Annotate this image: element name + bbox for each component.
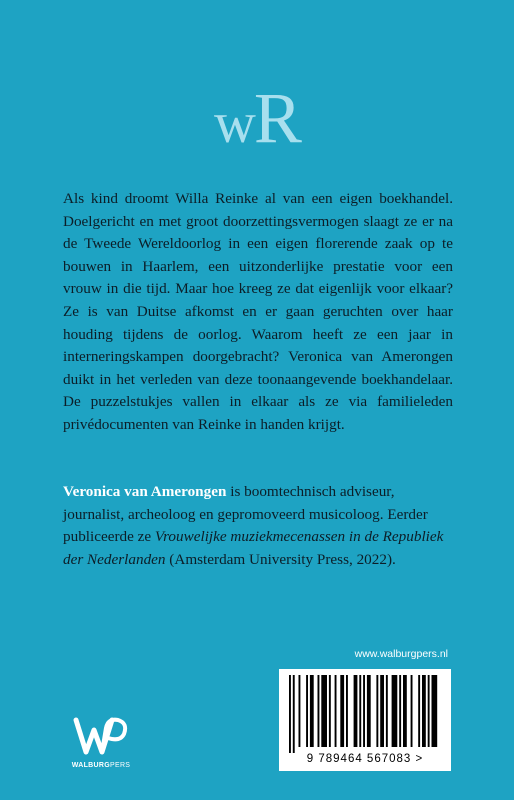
barcode-bar bbox=[418, 675, 420, 747]
publisher-logo bbox=[64, 712, 154, 774]
bio-text-1: is boomtechnisch adviseur, journalist, archeoloog en gepromoveerd musicoloog. Eerder publiceerde ze bbox=[63, 483, 428, 546]
barcode-bar bbox=[293, 675, 295, 753]
barcode-bar bbox=[354, 675, 358, 747]
isbn-barcode bbox=[279, 669, 451, 771]
barcode-bar bbox=[289, 675, 291, 753]
barcode-bar bbox=[346, 675, 348, 747]
barcode-bar bbox=[422, 675, 426, 747]
barcode-bar bbox=[299, 675, 301, 747]
barcode-bar bbox=[329, 675, 331, 747]
publisher-name: WALBURGPERS bbox=[71, 762, 131, 769]
barcode-bar bbox=[335, 675, 337, 747]
barcode-bar bbox=[392, 675, 398, 747]
barcode-bar bbox=[359, 675, 361, 747]
publisher-website: www.walburgpers.nl bbox=[354, 648, 448, 660]
barcode-bar bbox=[428, 675, 430, 747]
author-name: Veronica van Amerongen bbox=[63, 483, 227, 500]
author-bio bbox=[63, 481, 453, 571]
barcode-bar bbox=[386, 675, 388, 747]
barcode-bar bbox=[432, 675, 438, 747]
barcode-bar bbox=[411, 675, 413, 747]
walburg-pers-logo-icon bbox=[72, 712, 130, 760]
bio-text-2: (Amsterdam University Press, 2022). bbox=[165, 550, 396, 568]
monogram-wr bbox=[0, 78, 514, 163]
barcode-bar bbox=[403, 675, 407, 747]
barcode-bar bbox=[363, 675, 365, 747]
barcode-bar bbox=[380, 675, 384, 747]
barcode-bars bbox=[279, 669, 451, 753]
barcode-bar bbox=[306, 675, 308, 747]
barcode-bar bbox=[321, 675, 327, 747]
barcode-bar bbox=[399, 675, 401, 747]
barcode-bar bbox=[318, 675, 320, 747]
blurb-text: Als kind droomt Willa Reinke al van een eigen boekhandel. Doelgericht en met groot doorzettingsvermogen slaagt ze er na de Tweede Wereldoorlog in een eigen florerende zaak op te bouwen in Haarlem, een uitzonderlijke prestatie voor een vrouw in die tijd. Maar hoe kreeg ze dat eigenlijk voor elkaar? Ze is van Duitse afkomst en er gaan geruchten over haar houding tijdens de oorlog. Waarom heeft ze een jaar in interneringskampen doorgebracht? Veronica van Amerongen duikt in het verleden van deze toonaangevende boekhandelaar. De puzzelstukjes vallen in elkaar als ze via familieleden privédocumenten van Reinke in handen krijgt. bbox=[63, 190, 453, 433]
isbn-number: 9 789464 567083 > bbox=[306, 753, 424, 765]
barcode-bar bbox=[340, 675, 344, 747]
previous-book-title: Vrouwelijke muziekmecenassen in de Republiek der Nederlanden bbox=[63, 528, 444, 568]
monogram-r: R bbox=[253, 78, 300, 158]
barcode-bar bbox=[367, 675, 371, 747]
monogram-w: w bbox=[214, 90, 254, 155]
barcode-bar bbox=[310, 675, 314, 747]
barcode-bar bbox=[376, 675, 378, 747]
